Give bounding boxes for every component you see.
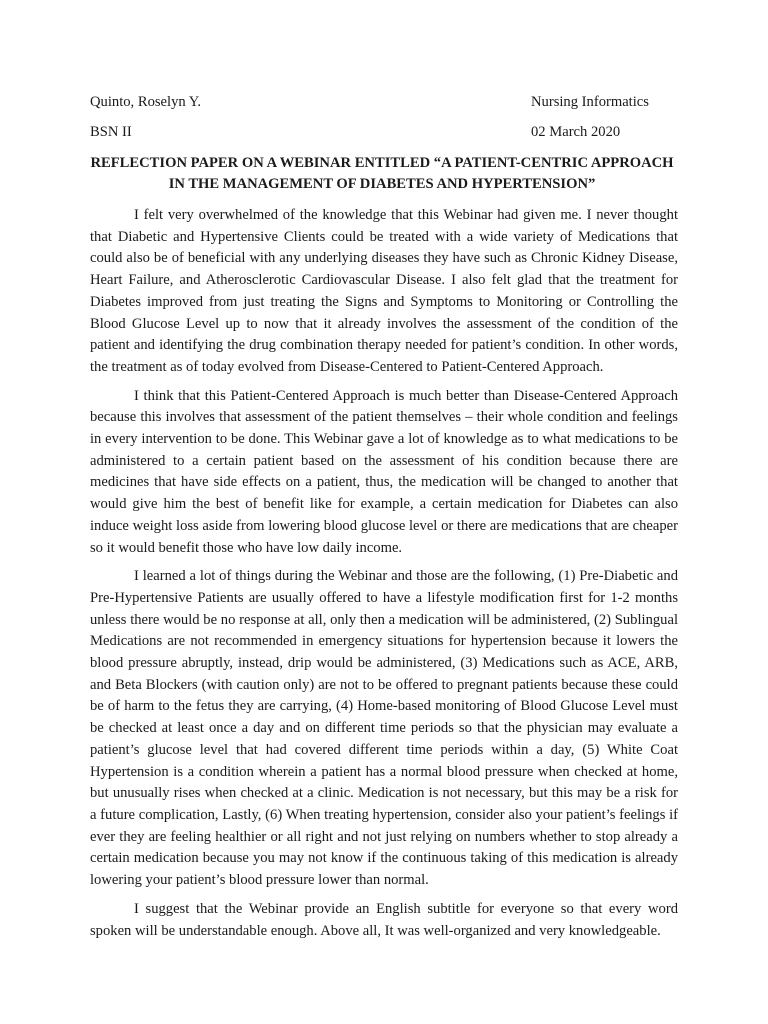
year-level: BSN II bbox=[90, 124, 132, 140]
paragraph-4: I suggest that the Webinar provide an English subtitle for everyone so that every word spoken will be understandable enough. Above all, It was well-organized and very knowledgeable. bbox=[90, 900, 678, 939]
paragraph-3: I learned a lot of things during the Webinar and those are the following, (1) Pre-Diabetic and Pre-Hypertensive Patients are usually offered to have a lifestyle modification first for 1-2 months unless there would be no response at all, only then a medication will be administered, (2) Sublingual Medications are not recommended in emergency situations for hypertension because it lowers the blood pressure abruptly, instead, drip would be administered, (3) Medications such as ACE, ARB, and Beta Blockers (with caution only) are not to be offered to pregnant patients because these could be of harm to the fetus they are carrying, (4) Home-based monitoring of Blood Glucose Level must be checked at least once a day and on different time periods so that the physician may evaluate a patient’s glucose level that had covered different time periods within a day, (5) White Coat Hypertension is a condition wherein a patient has a normal blood pressure when checked at home, but unusually rises when checked at a clinic. Medication is not necessary, but this may be a risk for a future complication, Lastly, (6) When treating hypertension, consider also your patient’s feelings if ever they are feeling healthier or all right and not just relying on numbers whether to stop already a certain medication because you may not know if the continuous taking of this medication is already lowering your patient’s blood pressure lower than normal. bbox=[90, 568, 678, 889]
header-row-2 bbox=[90, 123, 666, 141]
document-title: REFLECTION PAPER ON A WEBINAR ENTITLED “A PATIENT-CENTRIC APPROACH IN THE MANAGEMENT OF DIABETES AND HYPERTENSION” bbox=[90, 155, 674, 192]
document-date: 02 March 2020 bbox=[531, 124, 621, 140]
document-body bbox=[90, 205, 678, 949]
author-name: Quinto, Roselyn Y. bbox=[90, 94, 202, 110]
paragraph-2: I think that this Patient-Centered Approach is much better than Disease-Centered Approach because this involves that assessment of the patient themselves – their whole condition and feelings in every intervention to be done. This Webinar gave a lot of knowledge as to what medications to be administered to a certain patient based on the assessment of his condition because there are medicines that have side effects on a patient, thus, the medication will be changed to another that would give him the best of benefit like for example, a certain medication for Diabetes can also induce weight loss aside from lowering blood glucose level or there are medications that are cheaper so it would benefit those who have low daily income. bbox=[90, 387, 678, 556]
paragraph-1: I felt very overwhelmed of the knowledge that this Webinar had given me. I never thought that Diabetic and Hypertensive Clients could be treated with a wide variety of Medications that could also be of beneficial with any underlying diseases they have such as Chronic Kidney Disease, Heart Failure, and Atherosclerotic Cardiovascular Disease. I also felt glad that the treatment for Diabetes improved from just treating the Signs and Symptoms to Monitoring or Controlling the Blood Glucose Level up to now that it already involves the assessment of the condition of the patient and identifying the drug combination therapy needed for patient’s condition. In other words, the treatment as of today evolved from Disease-Centered to Patient-Centered Approach. bbox=[90, 207, 678, 375]
course-name: Nursing Informatics bbox=[531, 94, 649, 110]
header-row-1 bbox=[90, 93, 666, 111]
